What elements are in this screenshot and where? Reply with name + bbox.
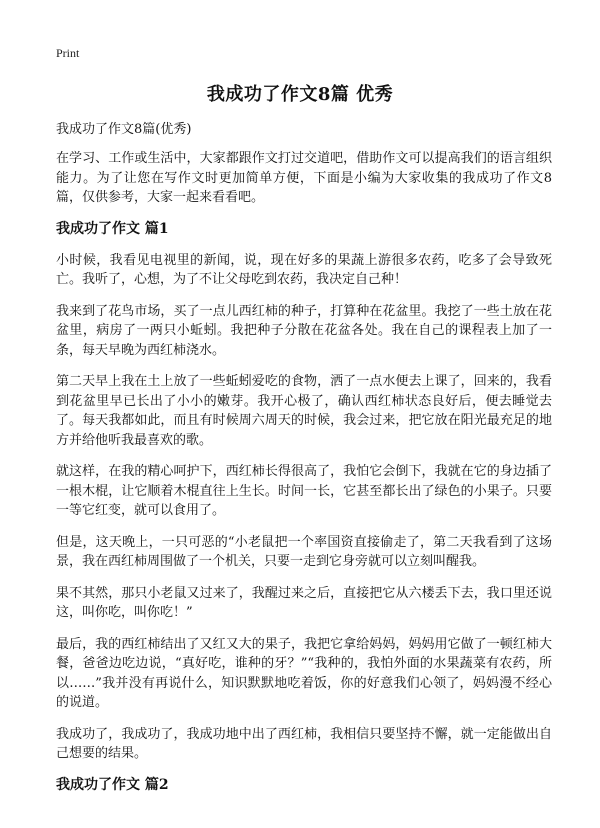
section-1-paragraph: 我成功了，我成功了，我成功地中出了西红柿，我相信只要坚持不懈，就一定能做出自己想要的结果。 [56,726,552,761]
document-subtitle: 我成功了作文8篇(优秀) [56,122,192,137]
section-1-paragraph: 最后，我的西红柿结出了又红又大的果子，我把它拿给妈妈，妈妈用它做了一顿红柿大餐，爸爸边吃边说，“真好吃，谁种的牙？”“我种的，我怕外面的水果蔬菜有农药，所以……”我并没有再说什么，知识默默地吃着饭，你的好意我们心领了，妈妈漫不经心的说道。 [56,636,552,710]
print-label[interactable]: Print [56,46,80,60]
section-1-paragraph: 我来到了花鸟市场，买了一点儿西红柿的种子，打算种在花盆里。我挖了一些土放在花盆里，病房了一两只小蚯蚓。我把种子分散在花盆各处。我在自己的课程表上加了一条，每天早晚为西红柿浇水。 [56,303,552,358]
section-1-paragraph: 果不其然，那只小老鼠又过来了，我醒过来之后，直接把它从六楼丢下去，我口里还说这，叫你吃，叫你吃！” [56,585,552,620]
section-1-paragraph: 就这样，在我的精心呵护下，西红柿长得很高了，我怕它会倒下，我就在它的身边插了一根木棍，让它顺着木棍直往上生长。时间一长，它甚至都长出了绿色的小果子。只要一等它红变，就可以食用了。 [56,464,552,518]
section-1-paragraph: 第二天早上我在土上放了一些蚯蚓爱吃的食物，洒了一点水便去上课了，回来的，我看到花盆里早已长出了小小的嫩芽。我开心极了，确认西红柿状态良好后，便去睡觉去了。每天我都如此，而且有时候周六周天的时候，我会过来，把它放在阳光最充足的地方并给他听我最喜欢的歌。 [56,374,552,448]
section-heading-1: 我成功了作文 篇1 [56,220,169,237]
page-title: 我成功了作文8篇 优秀 [206,84,394,105]
document-body [56,120,552,807]
section-1-paragraph: 小时候，我看见电视里的新闻，说，现在好多的果蔬上游很多农药，吃多了会导致死亡。我听了，心想，为了不让父母吃到农药，我决定自己种！ [56,252,552,287]
intro-paragraph: 在学习、工作或生活中，大家都跟作文打过交道吧，借助作文可以提高我们的语言组织能力。为了让您在写作文时更加简单方便，下面是小编为大家收集的我成功了作文8篇，仅供参考，大家一起来看看吧。 [56,151,552,205]
section-heading-2: 我成功了作文 篇2 [56,776,169,793]
section-1-paragraph: 但是，这天晚上，一只可恶的“小老鼠把一个率国资直接偷走了，第二天我看到了这场景，我在西红柿周围做了一个机关，只要一走到它身旁就可以立刻叫醒我。 [56,534,552,569]
